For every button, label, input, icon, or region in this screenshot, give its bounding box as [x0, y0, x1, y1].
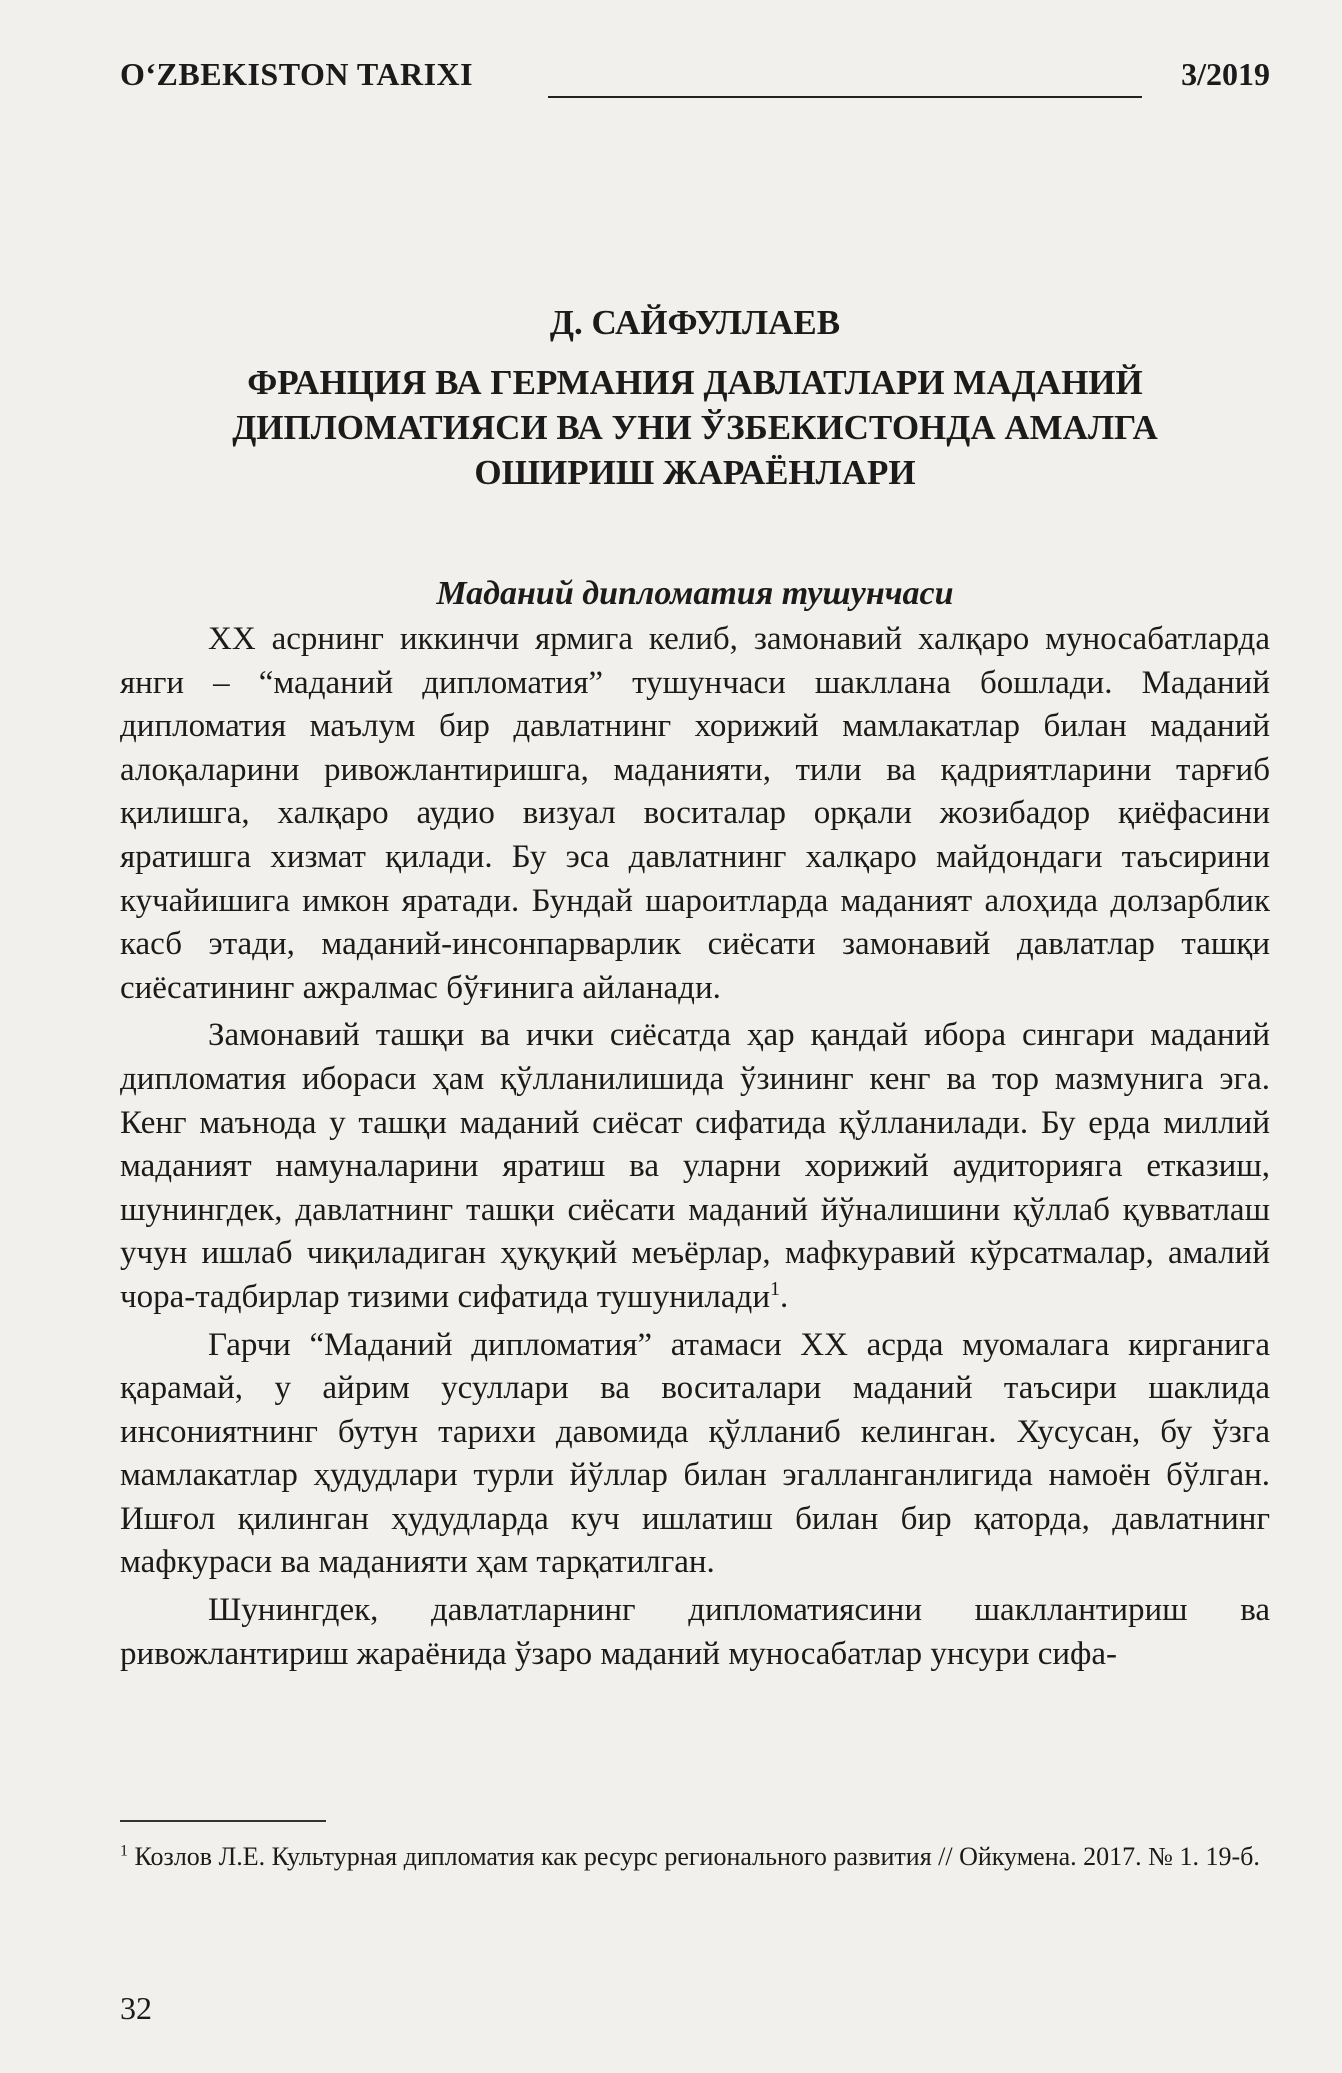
footnote [120, 1838, 1270, 1875]
paragraph-text: Замонавий ташқи ва ички сиёсатда ҳар қандай ибора сингари маданий дипломатия ибораси ҳам қўлланилишида ўзининг кенг ва тор мазмунига эга. Кенг маънода у ташқи маданий сиёсат сифатида қўлланилади. Бу ерда миллий маданият намуналарини яратиш ва уларни хорижий аудиторияга етказиш, шунингдек, давлатнинг ташқи сиёсати маданий йўналишини қўллаб қувватлаш учун ишлаб чиқиладиган ҳуқуқий меъёрлар, мафкуравий кўрсатмалар, амалий чора-тадбирлар тизими сифатида тушунилади [120, 1017, 1270, 1315]
issue-number: 3/2019 [1181, 56, 1270, 92]
article-title [120, 360, 1270, 495]
page-number: 32 [120, 1990, 152, 2026]
author-name: Д. САЙФУЛЛАЕВ [549, 303, 841, 342]
footnote-number: 1 [120, 1842, 128, 1860]
article-title-line: ФРАНЦИЯ ВА ГЕРМАНИЯ ДАВЛАТЛАРИ МАДАНИЙ [247, 363, 1143, 402]
article-title-line: ОШИРИШ ЖАРАЁНЛАРИ [474, 453, 916, 492]
footnote-reference[interactable]: 1 [769, 1277, 780, 1300]
section-heading: Маданий дипломатия тушунчаси [436, 575, 954, 612]
paragraph: Шунингдек, давлатларнинг дипломатиясини шакллантириш ва ривожлантириш жараёнида ўзаро маданий муносабатлар унсури сифа- [120, 1592, 1270, 1672]
footnote-separator [120, 1820, 326, 1822]
footnote-text: Козлов Л.Е. Культурная дипломатия как ресурс регионального развития // Ойкумена. 2017. № 1. 19-б. [134, 1842, 1260, 1871]
header-rule [548, 96, 1142, 98]
paragraph-end: . [779, 1278, 789, 1315]
paragraph: Гарчи “Маданий дипломатия” атамаси XX асрда муомалага кирганига қарамай, у айрим усуллари ва воситалари маданий таъсири шаклида инсониятнинг бутун тарихи давомида қўлланиб келинган. Хусусан, бу ўзга мамлакатлар ҳудудлари турли йўллар билан эгалланганлигида намоён бўлган. Ишғол қилинган ҳудудларда куч ишлатиш билан бир қаторда, давлатнинг мафкураси ва маданияти ҳам тарқатилган. [120, 1326, 1270, 1581]
article-body [120, 572, 1270, 1676]
paragraph [120, 1014, 1270, 1319]
title-block [120, 300, 1270, 495]
journal-name: O‘ZBEKISTON TARIXI [120, 56, 474, 92]
paragraph: XX асрнинг иккинчи ярмига келиб, замонавий халқаро муносабатларда янги – “маданий дипломатия” тушунчаси шакллана бошлади. Маданий дипломатия маълум бир давлатнинг хорижий мамлакатлар билан маданий алоқаларини ривожлантиришга, маданияти, тили ва қадриятларини тарғиб қилишга, халқаро аудио визуал воситалар орқали жозибадор қиёфасини яратишга хизмат қилади. Бу эса давлатнинг халқаро майдондаги таъсирини кучайишига имкон яратади. Бундай шароитларда маданият алоҳида долзарблик касб этади, маданий-инсонпарварлик сиёсати замонавий давлатлар ташқи сиёсатининг ажралмас бўғинига айланади. [120, 621, 1270, 1006]
article-title-line: ДИПЛОМАТИЯСИ ВА УНИ ЎЗБЕКИСТОНДА АМАЛГА [232, 408, 1158, 447]
running-header [120, 52, 1270, 102]
